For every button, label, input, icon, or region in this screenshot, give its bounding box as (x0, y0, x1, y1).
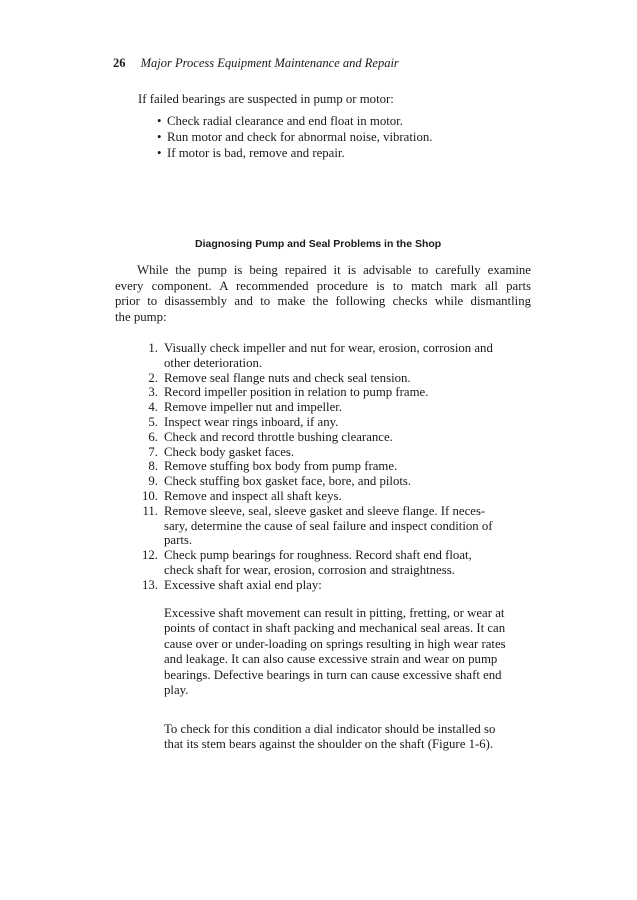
bullet-icon: • (157, 146, 162, 160)
step-text: other deterioration. (164, 355, 263, 370)
procedure-step (128, 341, 538, 371)
step-number: 3. (148, 385, 158, 400)
intro-text: If failed bearings are suspected in pump or motor: (138, 92, 394, 106)
step-number: 11. (142, 503, 158, 518)
step-text: Remove seal flange nuts and check seal tension. (164, 370, 411, 385)
procedure-step (128, 548, 538, 578)
procedure-step (128, 459, 538, 474)
procedure-steps (128, 341, 538, 593)
procedure-step (128, 415, 538, 430)
step-text: Remove stuffing box body from pump frame. (164, 459, 398, 474)
step-number: 6. (148, 429, 158, 444)
page-header (113, 56, 399, 71)
step-number: 9. (148, 474, 158, 489)
paragraph-line: that its stem bears against the shoulder on the shaft (Figure 1-6). (164, 737, 494, 752)
section-paragraph: While the pump is being repaired it is advisable to carefully examine every component. A recommended procedure is to match mark all parts prior to disassembly and to make the following checks while dismantling the pump: (115, 263, 531, 324)
step-text: Excessive shaft axial end play: (164, 577, 322, 592)
procedure-step (128, 371, 538, 386)
paragraph-line: points of contact in shaft packing and mechanical seal areas. It can (164, 621, 506, 636)
step-text: Inspect wear rings inboard, if any. (164, 414, 339, 429)
step-text: check shaft for wear, erosion, corrosion and straightness. (164, 562, 455, 577)
step-text: Remove impeller nut and impeller. (164, 400, 343, 415)
paragraph-line: play. (164, 683, 189, 698)
step-number: 4. (148, 400, 158, 415)
procedure-step (128, 474, 538, 489)
page-number: 26 (113, 56, 126, 70)
list-item: • If motor is bad, remove and repair. (157, 146, 345, 160)
bullet-list (157, 113, 432, 161)
step-number: 8. (148, 459, 158, 474)
list-item: • Check radial clearance and end float in motor. (157, 114, 403, 128)
paragraph-line: bearings. Defective bearings in turn can cause excessive shaft end (164, 667, 502, 682)
step-text: Check pump bearings for roughness. Record shaft end float, (164, 548, 472, 563)
bullet-icon: • (157, 130, 162, 144)
step-text: Check stuffing box gasket face, bore, and pilots. (164, 474, 412, 489)
paragraph-line: and leakage. It can also cause excessive strain and wear on pump (164, 652, 498, 667)
step-number: 2. (148, 370, 158, 385)
step-text: sary, determine the cause of seal failure and inspect condition of (164, 518, 493, 533)
procedure-step (128, 489, 538, 504)
paragraph-line: cause over or under-loading on springs resulting in high wear rates (164, 636, 506, 651)
step-text: Visually check impeller and nut for wear, erosion, corrosion and (164, 341, 493, 355)
step-text: Check body gasket faces. (164, 444, 295, 459)
step-number: 5. (148, 414, 158, 429)
subparagraph-end-play (164, 606, 538, 698)
subparagraph-dial-indicator (164, 722, 538, 753)
running-title: Major Process Equipment Maintenance and Repair (140, 56, 399, 70)
procedure-step (128, 578, 538, 593)
procedure-step (128, 430, 538, 445)
bullet-icon: • (157, 114, 162, 128)
step-text: Record impeller position in relation to pump frame. (164, 385, 429, 400)
step-number: 12. (142, 548, 158, 563)
step-number: 10. (142, 488, 158, 503)
step-number: 1. (148, 341, 158, 355)
list-item: • Run motor and check for abnormal noise, vibration. (157, 130, 433, 144)
step-number: 7. (148, 444, 158, 459)
step-text: Remove and inspect all shaft keys. (164, 488, 342, 503)
procedure-step (128, 445, 538, 460)
paragraph-line: Excessive shaft movement can result in pitting, fretting, or wear at (164, 606, 505, 620)
procedure-step (128, 400, 538, 415)
procedure-step (128, 504, 538, 548)
step-number: 13. (142, 577, 158, 592)
section-heading: Diagnosing Pump and Seal Problems in the Shop (195, 238, 442, 250)
step-text: parts. (164, 533, 193, 548)
procedure-step (128, 385, 538, 400)
paragraph-line: To check for this condition a dial indicator should be installed so (164, 722, 496, 736)
step-text: Check and record throttle bushing clearance. (164, 429, 393, 444)
step-text: Remove sleeve, seal, sleeve gasket and sleeve flange. If neces- (164, 503, 486, 518)
